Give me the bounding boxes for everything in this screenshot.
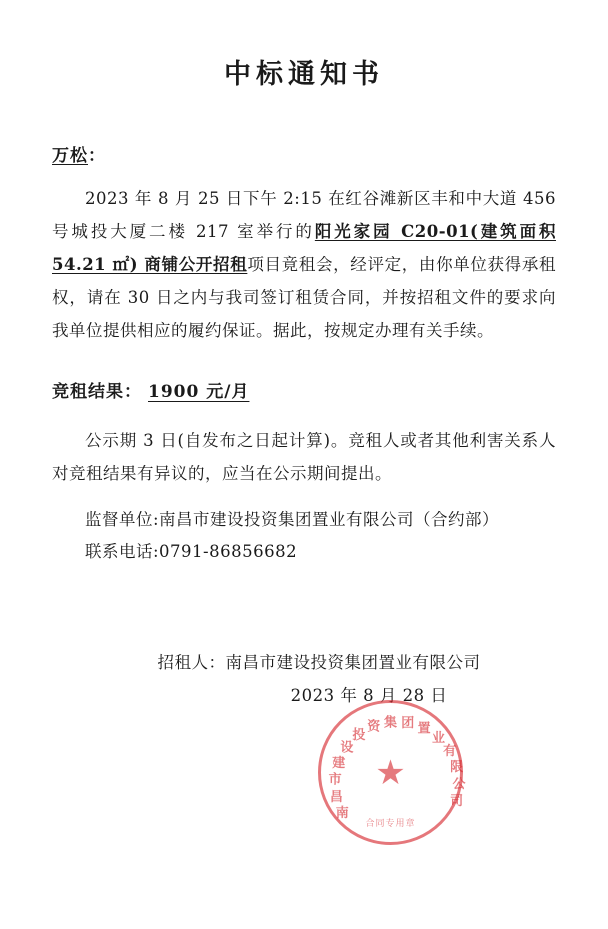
seal-ring bbox=[318, 700, 466, 845]
notice-paragraph: 公示期 3 日(自发布之日起计算)。竞租人或者其他利害关系人对竞租结果有异议的，应当在公示期间提出。 bbox=[52, 431, 556, 483]
seal-star-icon: ★ bbox=[375, 752, 406, 793]
body-part-1: 2023 年 8 月 25 日下午 2:15 在红谷滩新区丰和中大道 456 号城投大厦二楼 217 室举行的 bbox=[52, 189, 556, 241]
signature-area bbox=[52, 646, 556, 712]
body-part-2: 项目竟租会，经评定，由你单位获得承租权，请在 30 日之内与我司签订租赁合同，并按招租文件的要求向我单位提供相应的履约保证。据此，按规定办理有关手续。 bbox=[52, 255, 556, 340]
body-paragraph bbox=[52, 182, 556, 347]
contact-block bbox=[52, 504, 556, 568]
company-seal-stamp bbox=[318, 700, 466, 845]
addressee-line bbox=[52, 141, 556, 166]
seal-arc-text: 南 昌 市 建 设 投 资 集 团 置 业 有 限 公 司 bbox=[328, 714, 466, 821]
result-line bbox=[52, 377, 556, 402]
result-amount: 1900 元/月 bbox=[148, 382, 250, 402]
page-title: 中标通知书 bbox=[224, 59, 384, 90]
supervisor-line: 监督单位:南昌市建设投资集团置业有限公司（合约部） bbox=[85, 510, 500, 529]
signer-line: 招租人：南昌市建设投资集团置业有限公司 bbox=[157, 653, 481, 673]
result-label: 竞租结果： bbox=[52, 382, 142, 402]
sign-date: 2023 年 8 月 28 日 bbox=[290, 686, 448, 706]
phone-line: 联系电话:0791-86856682 bbox=[85, 542, 298, 562]
seal-bottom-text: 合同专用章 bbox=[365, 819, 416, 829]
document-page bbox=[0, 52, 608, 929]
addressee-name: 万松 bbox=[52, 146, 88, 166]
body-highlight: 阳光家园 C20-01(建筑面积 54.21 ㎡) 商铺公开招租 bbox=[52, 222, 556, 274]
addressee-colon: ： bbox=[88, 146, 106, 166]
